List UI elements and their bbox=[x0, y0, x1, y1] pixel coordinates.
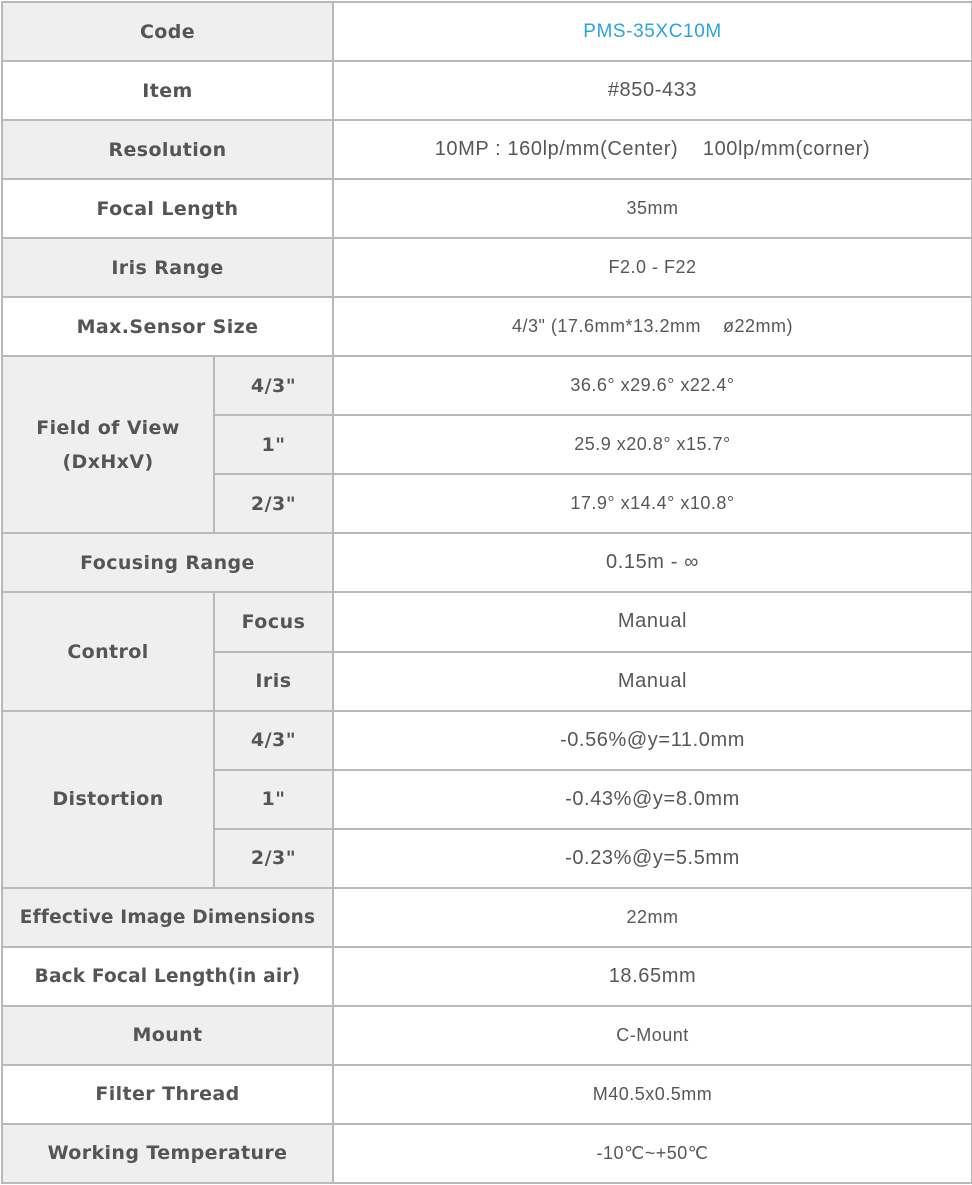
distortion-sub-label: 2/3" bbox=[214, 829, 333, 888]
item-label: Item bbox=[2, 61, 333, 120]
spec-table bbox=[1, 1, 972, 1184]
row-focal-length bbox=[2, 179, 972, 238]
mount-value: C-Mount bbox=[333, 1006, 972, 1065]
working-temp-value: -10℃~+50℃ bbox=[333, 1124, 972, 1183]
back-focal-value: 18.65mm bbox=[333, 947, 972, 1006]
filter-thread-value: M40.5x0.5mm bbox=[333, 1065, 972, 1124]
row-back-focal bbox=[2, 947, 972, 1006]
fov-value: 36.6° x29.6° x22.4° bbox=[333, 356, 972, 415]
row-max-sensor-size bbox=[2, 297, 972, 356]
row-mount bbox=[2, 1006, 972, 1065]
fov-sub-label: 1" bbox=[214, 415, 333, 474]
control-label: Control bbox=[2, 592, 214, 710]
code-label: Code bbox=[2, 2, 333, 61]
distortion-value: -0.23%@y=5.5mm bbox=[333, 829, 972, 888]
code-value: PMS-35XC10M bbox=[333, 2, 972, 61]
row-control-1 bbox=[2, 592, 972, 651]
row-distortion-1 bbox=[2, 711, 972, 770]
row-filter-thread bbox=[2, 1065, 972, 1124]
distortion-value: -0.43%@y=8.0mm bbox=[333, 770, 972, 829]
control-value: Manual bbox=[333, 652, 972, 711]
effective-image-value: 22mm bbox=[333, 888, 972, 947]
distortion-value: -0.56%@y=11.0mm bbox=[333, 711, 972, 770]
row-item bbox=[2, 61, 972, 120]
fov-value: 17.9° x14.4° x10.8° bbox=[333, 474, 972, 533]
fov-label-line1: Field of View bbox=[36, 416, 180, 439]
item-value: #850-433 bbox=[333, 61, 972, 120]
row-working-temp bbox=[2, 1124, 972, 1183]
max-sensor-size-label: Max.Sensor Size bbox=[2, 297, 333, 356]
distortion-sub-label: 1" bbox=[214, 770, 333, 829]
row-resolution bbox=[2, 120, 972, 179]
fov-label-line2: (DxHxV) bbox=[62, 450, 154, 473]
fov-sub-label: 4/3" bbox=[214, 356, 333, 415]
focal-length-value: 35mm bbox=[333, 179, 972, 238]
row-effective-image bbox=[2, 888, 972, 947]
iris-range-value: F2.0 - F22 bbox=[333, 238, 972, 297]
row-iris-range bbox=[2, 238, 972, 297]
row-focusing-range bbox=[2, 533, 972, 592]
working-temp-label: Working Temperature bbox=[2, 1124, 333, 1183]
control-sub-label: Iris bbox=[214, 652, 333, 711]
focusing-range-value: 0.15m - ∞ bbox=[333, 533, 972, 592]
focusing-range-label: Focusing Range bbox=[2, 533, 333, 592]
focal-length-label: Focal Length bbox=[2, 179, 333, 238]
resolution-value: 10MP : 160lp/mm(Center) 100lp/mm(corner) bbox=[333, 120, 972, 179]
resolution-label: Resolution bbox=[2, 120, 333, 179]
filter-thread-label: Filter Thread bbox=[2, 1065, 333, 1124]
fov-sub-label: 2/3" bbox=[214, 474, 333, 533]
fov-label bbox=[2, 356, 214, 533]
iris-range-label: Iris Range bbox=[2, 238, 333, 297]
control-value: Manual bbox=[333, 592, 972, 651]
max-sensor-size-value: 4/3" (17.6mm*13.2mm ø22mm) bbox=[333, 297, 972, 356]
effective-image-label: Effective Image Dimensions bbox=[2, 888, 333, 947]
fov-value: 25.9 x20.8° x15.7° bbox=[333, 415, 972, 474]
distortion-label: Distortion bbox=[2, 711, 214, 888]
distortion-sub-label: 4/3" bbox=[214, 711, 333, 770]
mount-label: Mount bbox=[2, 1006, 333, 1065]
row-fov-1 bbox=[2, 356, 972, 415]
back-focal-label: Back Focal Length(in air) bbox=[2, 947, 333, 1006]
control-sub-label: Focus bbox=[214, 592, 333, 651]
row-code bbox=[2, 2, 972, 61]
